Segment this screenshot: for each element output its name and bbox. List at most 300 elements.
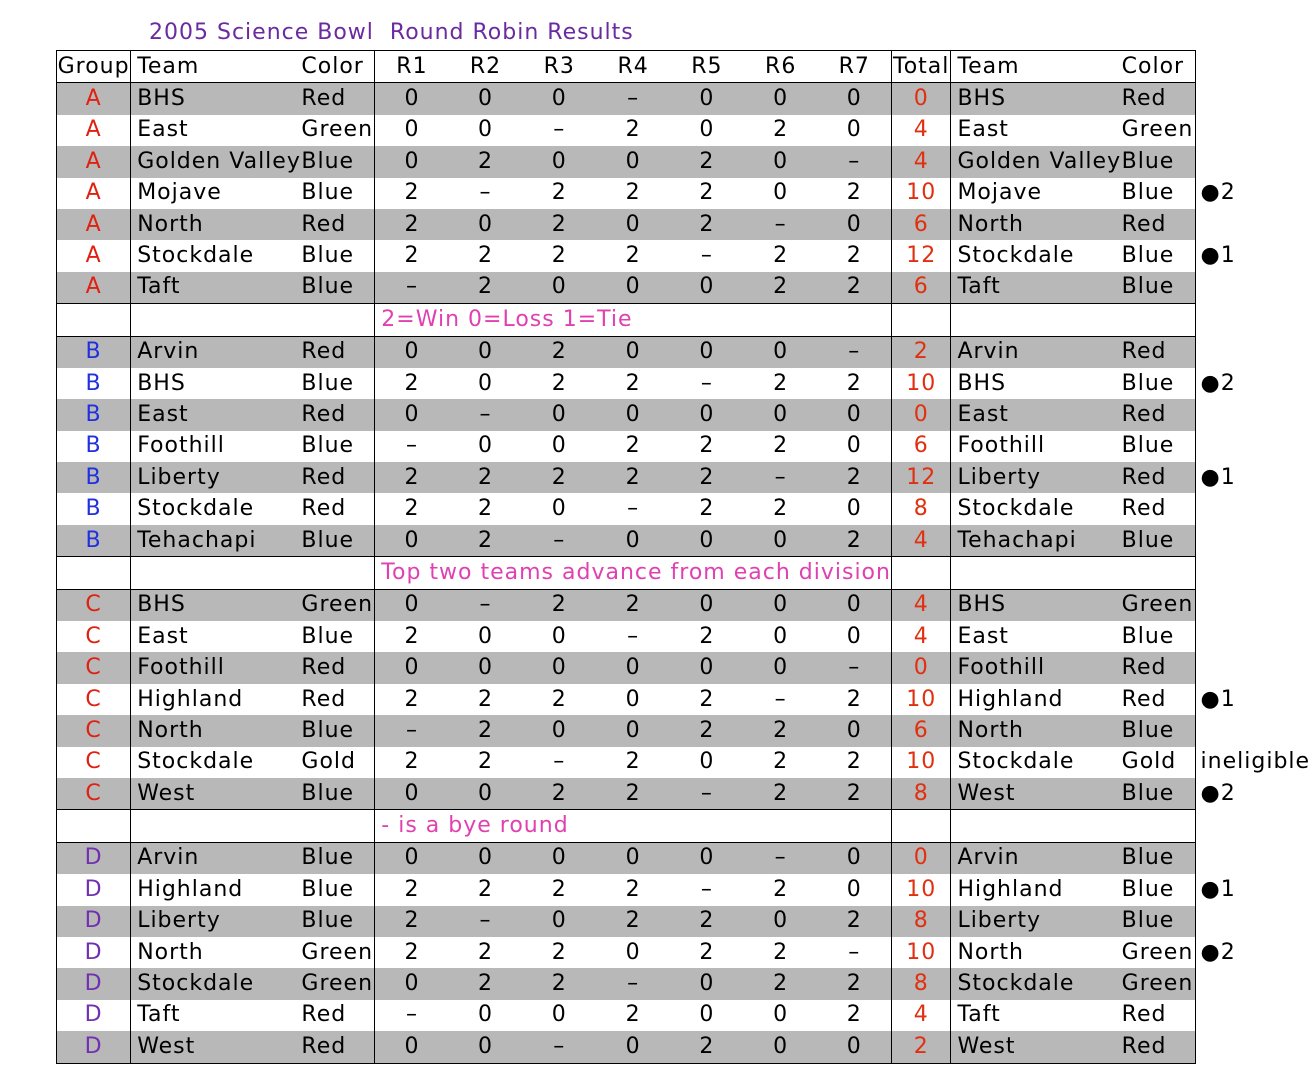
round-cell: 2 [699, 686, 715, 712]
round-cell: 2 [551, 939, 567, 965]
color-cell: Gold [301, 749, 356, 775]
round-cell: 0 [670, 336, 744, 368]
color-cell-repeat: Red [1122, 1031, 1195, 1063]
round-cell: 0 [375, 589, 449, 621]
round-cell: 2 [773, 939, 789, 965]
round-cell: 2 [818, 906, 892, 937]
spacer-cell [57, 810, 131, 842]
color-cell: Blue [301, 715, 374, 746]
color-cell: Green [301, 117, 374, 143]
advance-note: ineligible [1195, 747, 1312, 778]
color-cell: Blue [301, 243, 355, 269]
round-cell: 0 [744, 83, 818, 115]
round-cell: – [479, 180, 492, 206]
round-cell: 0 [596, 525, 670, 557]
advance-note: ●1 [1195, 462, 1312, 493]
team-cell-repeat: East [951, 621, 1122, 652]
round-cell: 0 [375, 115, 449, 146]
advance-note [1195, 589, 1312, 621]
round-cell: 0 [375, 146, 449, 177]
round-cell: 2 [625, 370, 641, 396]
table-row [57, 747, 1313, 778]
round-cell: 2 [477, 939, 493, 965]
color-cell: Blue [301, 433, 355, 459]
round-cell: 2 [551, 370, 567, 396]
round-cell: 0 [670, 842, 744, 874]
total-cell: 8 [891, 493, 950, 524]
round-cell: 0 [773, 180, 789, 206]
total-cell: 2 [891, 1031, 950, 1063]
round-cell: 2 [670, 906, 744, 937]
round-cell: 2 [522, 589, 596, 621]
team-cell-repeat: Foothill [951, 652, 1122, 683]
round-cell: 0 [522, 715, 596, 746]
round-cell: 0 [818, 1031, 892, 1063]
round-cell: 2 [375, 493, 449, 524]
team-cell-repeat: West [951, 1031, 1122, 1063]
total-cell: 4 [891, 525, 950, 557]
round-cell: 0 [375, 1031, 449, 1063]
advance-note [1195, 399, 1312, 430]
round-cell: 0 [551, 1002, 567, 1028]
color-cell: Blue [301, 180, 355, 206]
table-row [57, 621, 1313, 652]
round-cell: – [744, 462, 818, 493]
round-cell: 0 [477, 370, 493, 396]
total-cell: 4 [891, 621, 950, 652]
round-cell: 2 [477, 686, 493, 712]
color-cell-repeat: Blue [1122, 715, 1195, 746]
advance-note: ●1 [1195, 240, 1312, 271]
total-cell: 0 [891, 652, 950, 683]
color-cell-repeat: Red [1122, 209, 1195, 240]
round-cell: – [596, 968, 670, 999]
table-row [57, 778, 1313, 810]
color-cell: Red [301, 462, 374, 493]
round-cell: 2 [670, 146, 744, 177]
round-cell: – [375, 431, 449, 462]
round-cell: – [848, 939, 861, 965]
table-row [57, 115, 1313, 146]
group-cell: C [57, 589, 131, 621]
color-cell-repeat: Red [1122, 652, 1195, 683]
header-round: R3 [522, 51, 596, 83]
round-cell: 0 [375, 525, 449, 557]
team-cell-repeat: Tehachapi [951, 525, 1122, 557]
total-cell: 8 [891, 968, 950, 999]
round-cell: 2 [522, 778, 596, 810]
round-cell: 2 [375, 240, 449, 271]
team-cell: Stockdale [131, 493, 302, 524]
round-cell: 0 [596, 842, 670, 874]
round-cell: 2 [477, 496, 493, 522]
color-cell-repeat: Blue [1122, 778, 1195, 810]
table-row [57, 652, 1313, 683]
team-cell-repeat: West [951, 778, 1122, 810]
group-cell: B [57, 431, 131, 462]
total-cell: 8 [891, 906, 950, 937]
advance-note [1195, 652, 1312, 683]
round-cell: 0 [375, 83, 449, 115]
team-cell: Liberty [131, 906, 302, 937]
header-round: R4 [596, 51, 670, 83]
round-cell: – [627, 623, 640, 649]
note-cell [1195, 51, 1312, 83]
round-cell: 0 [596, 652, 670, 683]
round-cell: 0 [846, 623, 862, 649]
advance-note: ●2 [1195, 178, 1312, 209]
note-cell [1195, 810, 1312, 842]
legend-text: 2=Win 0=Loss 1=Tie [375, 304, 892, 336]
round-cell: 2 [699, 623, 715, 649]
team-cell: Foothill [131, 431, 302, 462]
round-cell: 2 [375, 684, 449, 715]
advance-note: ●2 [1195, 368, 1312, 399]
round-cell: 2 [699, 433, 715, 459]
round-cell: 2 [625, 243, 641, 269]
spacer-cell [131, 304, 375, 336]
group-cell: B [57, 462, 131, 493]
round-cell: 2 [375, 874, 449, 905]
group-cell: A [57, 178, 131, 209]
color-cell: Blue [301, 842, 374, 874]
color-cell: Red [301, 496, 347, 522]
round-cell: 0 [670, 652, 744, 683]
advance-note [1195, 209, 1312, 240]
round-cell: 0 [551, 623, 567, 649]
round-cell: 0 [477, 623, 493, 649]
round-cell: 0 [818, 209, 892, 240]
color-cell-repeat: Green [1122, 937, 1195, 968]
advance-note: ●2 [1195, 937, 1312, 968]
color-cell-repeat: Blue [1122, 272, 1195, 304]
round-cell: 0 [522, 842, 596, 874]
round-cell: 0 [449, 209, 523, 240]
round-cell: 0 [522, 272, 596, 304]
round-cell: – [553, 749, 566, 775]
round-cell: – [818, 336, 892, 368]
advance-note [1195, 272, 1312, 304]
round-cell: 2 [522, 462, 596, 493]
team-cell: Tehachapi [131, 525, 302, 557]
round-cell: 2 [699, 180, 715, 206]
team-cell: North [131, 209, 302, 240]
round-cell: 2 [846, 243, 862, 269]
team-cell-repeat: Foothill [951, 431, 1122, 462]
group-cell: C [57, 747, 131, 778]
team-cell-repeat: North [951, 937, 1122, 968]
round-cell: 2 [818, 272, 892, 304]
round-cell: 2 [449, 968, 523, 999]
round-cell: – [375, 715, 449, 746]
round-cell: 2 [551, 243, 567, 269]
round-cell: 2 [773, 749, 789, 775]
total-cell: 12 [891, 462, 950, 493]
round-cell: 0 [744, 1031, 818, 1063]
advance-note [1195, 968, 1312, 999]
group-cell: C [57, 652, 131, 683]
advance-note [1195, 146, 1312, 177]
color-cell: Blue [301, 906, 374, 937]
table-row [57, 272, 1313, 304]
team-cell: Highland [131, 874, 302, 905]
color-cell-repeat: Blue [1122, 240, 1195, 271]
total-cell: 10 [891, 368, 950, 399]
table-row [57, 1000, 1313, 1031]
advance-note [1195, 715, 1312, 746]
round-cell: 0 [596, 209, 670, 240]
color-cell: Red [301, 1002, 347, 1028]
team-cell: Foothill [131, 652, 302, 683]
color-cell-repeat: Blue [1122, 525, 1195, 557]
round-cell: 0 [744, 399, 818, 430]
team-cell: North [131, 937, 302, 968]
round-cell: 0 [449, 652, 523, 683]
legend-text: Top two teams advance from each division [375, 557, 892, 589]
round-cell: 0 [449, 83, 523, 115]
table-row [57, 240, 1313, 271]
legend-row [57, 557, 1313, 589]
table-row [57, 178, 1313, 209]
round-cell: 2 [773, 496, 789, 522]
header-color: Color [301, 51, 374, 83]
round-cell: 0 [522, 652, 596, 683]
team-cell-repeat: Liberty [951, 462, 1122, 493]
team-cell: BHS [131, 83, 302, 115]
round-cell: 0 [818, 842, 892, 874]
team-cell: BHS [131, 589, 302, 621]
round-cell: 2 [670, 715, 744, 746]
table-row [57, 431, 1313, 462]
color-cell: Green [301, 939, 374, 965]
table-row [57, 715, 1313, 746]
round-cell: 0 [699, 1002, 715, 1028]
note-cell [1195, 557, 1312, 589]
round-cell: 0 [773, 1002, 789, 1028]
round-cell: 2 [449, 146, 523, 177]
round-cell: – [553, 117, 566, 143]
round-cell: 2 [375, 209, 449, 240]
total-cell: 12 [891, 240, 950, 271]
round-cell: – [774, 686, 787, 712]
group-cell: A [57, 83, 131, 115]
table-row [57, 399, 1313, 430]
color-cell-repeat: Blue [1122, 178, 1195, 209]
header-color-repeat: Color [1122, 51, 1195, 83]
round-cell: 0 [744, 589, 818, 621]
round-cell: 2 [773, 370, 789, 396]
advance-note: ●1 [1195, 874, 1312, 905]
round-cell: – [744, 209, 818, 240]
round-cell: 2 [670, 1031, 744, 1063]
round-cell: 0 [477, 117, 493, 143]
advance-note [1195, 336, 1312, 368]
round-cell: – [744, 842, 818, 874]
header-round: R7 [818, 51, 892, 83]
spacer-cell [951, 557, 1195, 589]
color-cell-repeat: Blue [1122, 146, 1195, 177]
spacer-cell [891, 557, 950, 589]
color-cell: Blue [301, 146, 374, 177]
total-cell: 2 [891, 336, 950, 368]
group-cell: C [57, 778, 131, 810]
total-cell: 8 [891, 778, 950, 810]
round-cell: 2 [818, 462, 892, 493]
round-cell: 0 [744, 652, 818, 683]
group-cell: B [57, 525, 131, 557]
color-cell-repeat: Red [1122, 83, 1195, 115]
team-cell-repeat: Liberty [951, 906, 1122, 937]
total-cell: 4 [891, 1000, 950, 1031]
round-cell: 2 [625, 1002, 641, 1028]
round-cell: – [670, 778, 744, 810]
round-cell: – [627, 496, 640, 522]
header-row [57, 51, 1313, 83]
round-cell: 0 [522, 146, 596, 177]
round-cell: 2 [375, 747, 449, 778]
team-cell: Liberty [131, 462, 302, 493]
round-cell: 0 [596, 1031, 670, 1063]
round-cell: – [375, 1000, 449, 1031]
group-cell: C [57, 715, 131, 746]
spacer-cell [57, 557, 131, 589]
round-cell: 2 [846, 749, 862, 775]
round-cell: – [818, 146, 892, 177]
team-cell-repeat: Arvin [951, 842, 1122, 874]
round-cell: 2 [375, 906, 449, 937]
total-cell: 4 [891, 589, 950, 621]
team-cell: West [131, 1031, 302, 1063]
header-round: R1 [375, 51, 449, 83]
total-cell: 10 [891, 874, 950, 905]
round-cell: 2 [846, 1002, 862, 1028]
team-cell: Arvin [131, 842, 302, 874]
note-cell [1195, 304, 1312, 336]
team-cell: Arvin [131, 336, 302, 368]
advance-note [1195, 525, 1312, 557]
round-cell: – [522, 1031, 596, 1063]
round-cell: 0 [699, 749, 715, 775]
round-cell: 2 [846, 180, 862, 206]
group-cell: B [57, 336, 131, 368]
table-row [57, 842, 1313, 874]
advance-note [1195, 493, 1312, 524]
round-cell: 0 [596, 272, 670, 304]
color-cell-repeat: Red [1122, 399, 1195, 430]
team-cell-repeat: Taft [951, 272, 1122, 304]
round-cell: 0 [596, 399, 670, 430]
group-cell: B [57, 399, 131, 430]
team-cell: Taft [131, 272, 302, 304]
group-cell: D [57, 1031, 131, 1063]
color-cell-repeat: Green [1122, 589, 1195, 621]
spacer-cell [951, 810, 1195, 842]
table-row [57, 1031, 1313, 1063]
round-cell: 0 [744, 525, 818, 557]
team-cell-repeat: Mojave [951, 178, 1122, 209]
round-cell: 2 [744, 778, 818, 810]
team-cell: Stockdale [131, 747, 302, 778]
round-cell: 2 [551, 686, 567, 712]
color-cell: Red [301, 399, 374, 430]
round-cell: 0 [670, 272, 744, 304]
advance-note: ●1 [1195, 684, 1312, 715]
team-cell: Stockdale [131, 240, 302, 271]
color-cell: Red [301, 336, 374, 368]
color-cell-repeat: Blue [1122, 621, 1195, 652]
total-cell: 10 [891, 684, 950, 715]
color-cell-repeat: Blue [1122, 906, 1195, 937]
advance-note [1195, 83, 1312, 115]
color-cell-repeat: Blue [1122, 431, 1195, 462]
legend-text: - is a bye round [375, 810, 892, 842]
table-row [57, 937, 1313, 968]
round-cell: 2 [744, 715, 818, 746]
round-cell: 2 [744, 272, 818, 304]
team-cell-repeat: Highland [951, 874, 1122, 905]
group-cell: D [57, 1000, 131, 1031]
color-cell-repeat: Blue [1122, 368, 1195, 399]
table-row [57, 525, 1313, 557]
round-cell: – [449, 906, 523, 937]
round-cell: 2 [522, 336, 596, 368]
round-cell: 2 [596, 589, 670, 621]
advance-note [1195, 1031, 1312, 1063]
color-cell: Red [301, 83, 374, 115]
round-cell: 0 [846, 433, 862, 459]
round-cell: 0 [846, 876, 862, 902]
round-cell: 2 [670, 462, 744, 493]
group-cell: C [57, 684, 131, 715]
color-cell-repeat: Gold [1122, 747, 1195, 778]
total-cell: 10 [891, 178, 950, 209]
round-cell: 2 [773, 876, 789, 902]
team-cell: Stockdale [131, 968, 302, 999]
round-cell: 0 [551, 433, 567, 459]
legend-row [57, 810, 1313, 842]
color-cell-repeat: Red [1122, 336, 1195, 368]
group-cell: D [57, 968, 131, 999]
round-cell: 2 [375, 178, 449, 209]
round-cell: 0 [449, 778, 523, 810]
color-cell: Green [301, 589, 374, 621]
round-cell: 0 [449, 842, 523, 874]
team-cell: North [131, 715, 302, 746]
round-cell: 2 [773, 243, 789, 269]
round-cell: 2 [846, 686, 862, 712]
advance-note [1195, 115, 1312, 146]
round-cell: 2 [818, 968, 892, 999]
round-cell: 0 [670, 399, 744, 430]
color-cell: Blue [301, 370, 355, 396]
round-cell: – [522, 525, 596, 557]
round-cell: 0 [846, 117, 862, 143]
color-cell-repeat: Red [1122, 462, 1195, 493]
total-cell: 0 [891, 83, 950, 115]
spacer-cell [57, 304, 131, 336]
round-cell: 0 [449, 336, 523, 368]
team-cell-repeat: Stockdale [951, 747, 1122, 778]
advance-note [1195, 842, 1312, 874]
color-cell: Blue [301, 876, 355, 902]
page-title: 2005 Science Bowl Round Robin Results [149, 20, 634, 45]
color-cell-repeat: Green [1122, 968, 1195, 999]
round-cell: 2 [477, 749, 493, 775]
round-cell: 0 [670, 589, 744, 621]
advance-note [1195, 1000, 1312, 1031]
team-cell: East [131, 399, 302, 430]
round-cell: 2 [744, 968, 818, 999]
